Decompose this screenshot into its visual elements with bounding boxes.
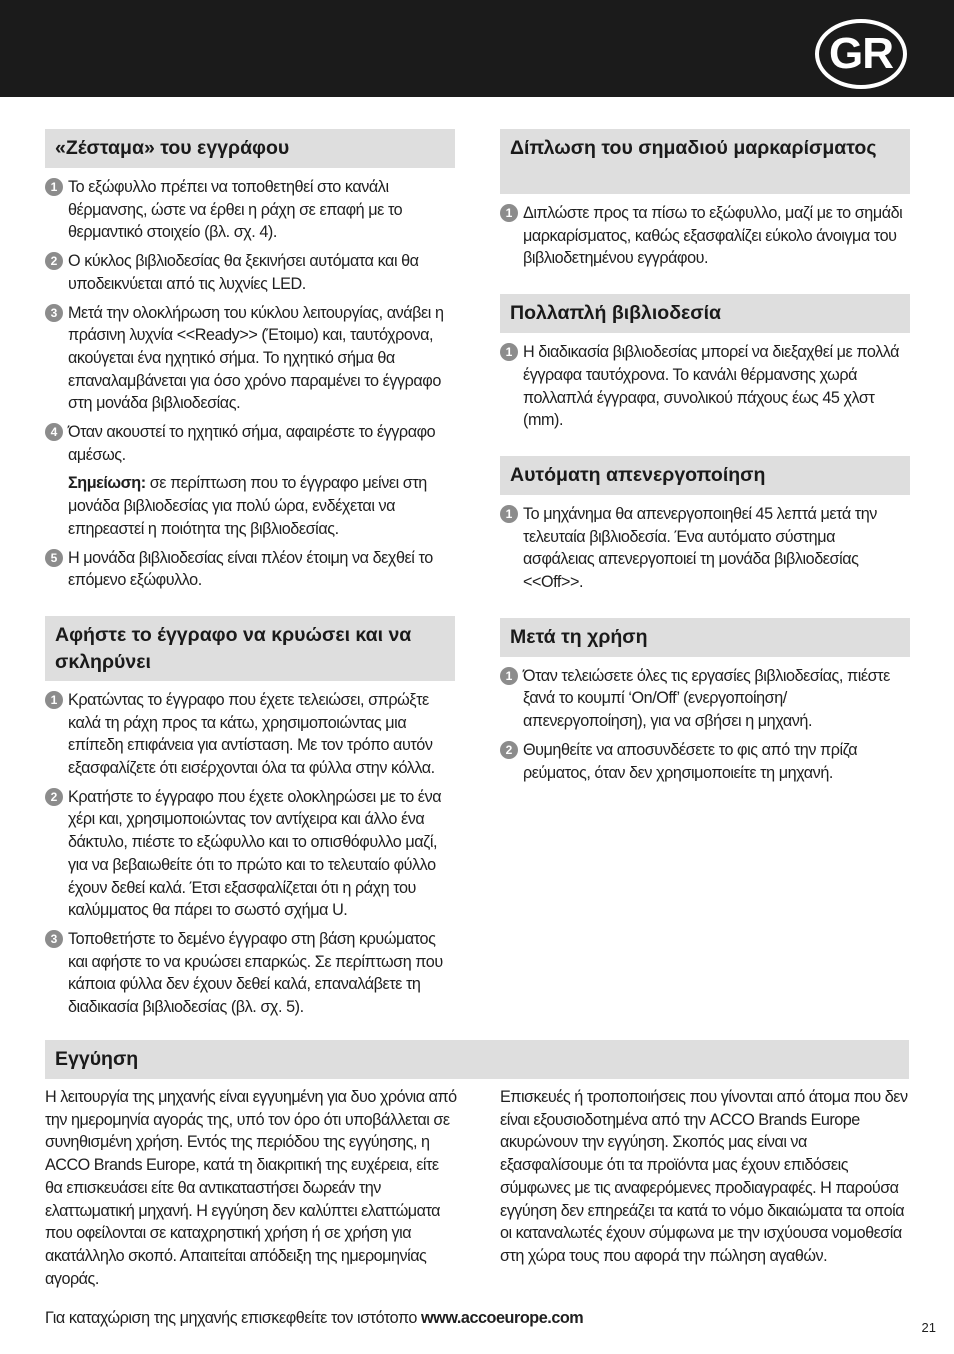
section-warming (45, 129, 455, 592)
warranty-title: Εγγύηση (45, 1040, 909, 1079)
footer-registration: Για καταχώριση της μηχανής επισκεφθείτε τον ιστότοπο www.accoeurope.com (45, 1309, 584, 1327)
website-link[interactable]: www.accoeurope.com (421, 1309, 584, 1327)
right-column (500, 129, 910, 808)
language-badge: GR (815, 19, 907, 89)
list-item: 1 Κρατώντας το έγγραφο που έχετε τελειώσει, σπρώξτε καλά τη ράχη προς τα κάτω, χρησιμοποιώντας μια επίπεδη επιφάνεια για αντίσταση. Με τον τρόπο αυτόν εξασφαλίζετε ότι εισέρχονται όλα τα φύλλα στην κόλλα. (45, 689, 455, 780)
list-item: 2 Θυμηθείτε να αποσυνδέσετε το φις από την πρίζα ρεύματος, όταν δεν χρησιμοποιείτε τη μηχανή. (500, 739, 910, 784)
section-title: Μετά τη χρήση (500, 618, 910, 657)
step-1-icon: 1 (45, 691, 63, 709)
step-1-icon: 1 (500, 505, 518, 523)
list-item: 4 Όταν ακουστεί το ηχητικό σήμα, αφαιρέστε το έγγραφο αμέσως. (45, 421, 455, 466)
step-1-icon: 1 (500, 343, 518, 361)
step-3-icon: 3 (45, 304, 63, 322)
section-fold (500, 129, 910, 270)
list-item: 3 Τοποθετήστε το δεμένο έγγραφο στη βάση κρυώματος και αφήστε το να κρυώσει επαρκώς. Σε περίπτωση που κάποια φύλλα δεν έχουν δεθεί καλά, επαναλάβετε τη διαδικασία βιβλιοδεσίας (βλ. σχ. 5). (45, 928, 455, 1019)
note: Σημείωση: σε περίπτωση που το έγγραφο μείνει στη μονάδα βιβλιοδεσίας για πολύ ώρα, ενδέχεται να επηρεαστεί η ποιότητα της βιβλιοδεσίας. (68, 474, 427, 538)
step-2-icon: 2 (45, 788, 63, 806)
list-item: 1 Το μηχάνημα θα απενεργοποιηθεί 45 λεπτά μετά την τελευταία βιβλιοδεσία. Ένα αυτόματο σύστημα ασφάλειας απενεργοποιεί τη μονάδα βιβλιοδεσίας <<Off>>. (500, 503, 910, 594)
list-item: 1 Διπλώστε προς τα πίσω το εξώφυλλο, μαζί με το σημάδι μαρκαρίσματος, καθώς εξασφαλίζει εύκολο άνοιγμα του βιβλιοδετημένου εγγράφου. (500, 202, 910, 270)
section-cool (45, 616, 455, 1019)
step-4-icon: 4 (45, 423, 63, 441)
section-multi (500, 294, 910, 432)
left-column (45, 129, 455, 1043)
step-5-icon: 5 (45, 549, 63, 567)
warranty-text-right: Επισκευές ή τροποποιήσεις που γίνονται από άτομα που δεν είναι εξουσιοδοτημένα από την ACCO Brands Europe ακυρώνουν την εγγύηση. Σκοπός μας είναι να εξασφαλίσουμε ότι τα προϊόντα μας έχουν επιδόσεις σύμφωνες με τις αναφερόμενες προδιαγραφές. Η παρούσα εγγύηση δεν επηρεάζει τα κατά το νόμο δικαιώματα τα οποία οι καταναλωτές έχουν σύμφωνα με την ισχύουσα νομοθεσία στη χώρα τους που αφορά την πώληση αγαθών. (500, 1088, 908, 1265)
section-title: Δίπλωση του σημαδιού μαρκαρίσματος (500, 129, 910, 194)
list-item: 1 Η διαδικασία βιβλιοδεσίας μπορεί να διεξαχθεί με πολλά έγγραφα ταυτόχρονα. Το κανάλι θέρμανσης χωρά πολλαπλά έγγραφα, συνολικού πάχους έως 45 χλστ (mm). (500, 341, 910, 432)
step-3-icon: 3 (45, 930, 63, 948)
top-banner (0, 0, 954, 97)
section-title: Αυτόματη απενεργοποίηση (500, 456, 910, 495)
list-item: 1 Το εξώφυλλο πρέπει να τοποθετηθεί στο κανάλι θέρμανσης, ώστε να έρθει η ράχη σε επαφή με το θερμαντικό στοιχείο (βλ. σχ. 4). (45, 176, 455, 244)
section-title: «Ζέσταμα» του εγγράφου (45, 129, 455, 168)
step-2-icon: 2 (45, 252, 63, 270)
section-title: Αφήστε το έγγραφο να κρυώσει και να σκληρύνει (45, 616, 455, 681)
step-2-icon: 2 (500, 741, 518, 759)
list-item: 1 Όταν τελειώσετε όλες τις εργασίες βιβλιοδεσίας, πιέστε ξανά το κουμπί ‘On/Off’ (ενεργοποίηση/απενεργοποίηση), για να σβήσει η μηχανή. (500, 665, 910, 733)
warranty-text-left: Η λειτουργία της μηχανής είναι εγγυημένη για δυο χρόνια από την ημερομηνία αγοράς της, υπό τον όρο ότι υποβάλλεται σε συνηθισμένη χρήση. Εντός της περιόδου της εγγύησης, η ACCO Brands Europe, κατά τη διακριτική της ευχέρεια, είτε θα επισκευάσει είτε θα αντικαταστήσει δωρεάν την ελαττωματική μηχανή. Η εγγύηση δεν καλύπτει ελαττώματα που οφείλονται σε καταχρηστική χρήση ή σε χρήση για ακατάλληλο σκοπό. Απαιτείται απόδειξη της ημερομηνίας αγοράς. (45, 1088, 457, 1288)
section-title: Πολλαπλή βιβλιοδεσία (500, 294, 910, 333)
list-item: 5 Η μονάδα βιβλιοδεσίας είναι πλέον έτοιμη να δεχθεί το επόμενο εξώφυλλο. (45, 547, 455, 592)
step-1-icon: 1 (500, 204, 518, 222)
section-after-use (500, 618, 910, 785)
list-item: 3 Μετά την ολοκλήρωση του κύκλου λειτουργίας, ανάβει η πράσινη λυχνία <<Ready>> (Έτοιμο) και, ταυτόχρονα, ακούγεται ένα ηχητικό σήμα. Το ηχητικό σήμα θα επαναλαμβάνεται για όσο χρόνο παραμένει το έγγραφο στη μονάδα βιβλιοδεσίας. (45, 302, 455, 416)
list-item: 2 Κρατήστε το έγγραφο που έχετε ολοκληρώσει με το ένα χέρι και, χρησιμοποιώντας τον αντίχειρα και άλλο ένα δάκτυλο, πιέστε το εξώφυλλο και το οπισθόφυλλο μαζί, για να βεβαιωθείτε ότι το πρώτο και το τελευταίο φύλλο έχουν δεθεί καλά. Έτσι εξασφαλίζεται ότι η ράχη του καλύμματος θα πάρει το σωστό σχήμα U. (45, 786, 455, 922)
page-number: 21 (921, 1320, 936, 1335)
list-item: 2 Ο κύκλος βιβλιοδεσίας θα ξεκινήσει αυτόματα και θα υποδεικνύεται από τις λυχνίες LED. (45, 250, 455, 295)
step-1-icon: 1 (500, 667, 518, 685)
section-auto-off (500, 456, 910, 594)
step-1-icon: 1 (45, 178, 63, 196)
